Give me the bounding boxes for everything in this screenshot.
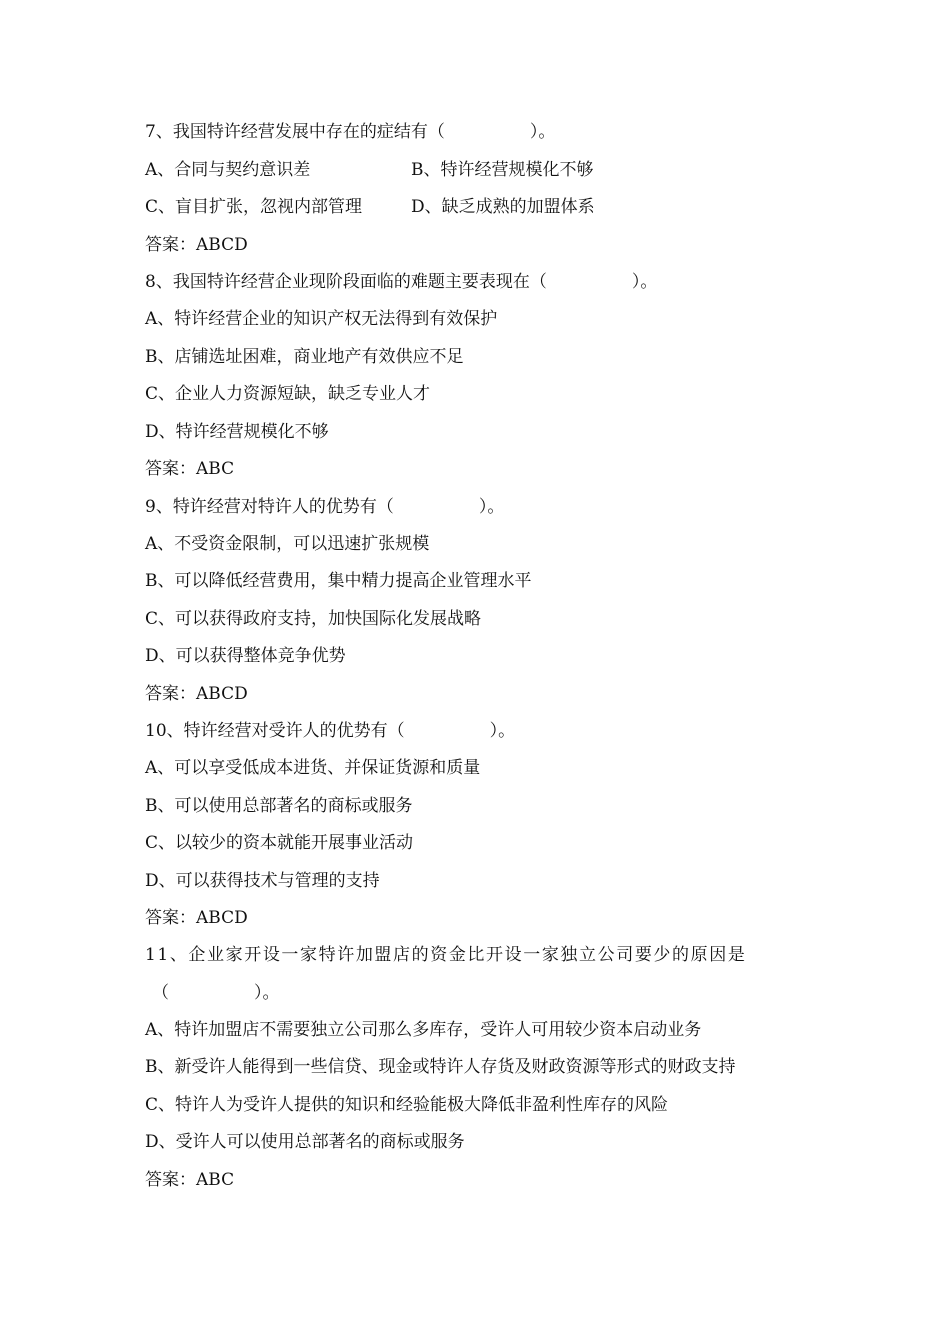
q8-option-d: D、特许经营规模化不够 [145,422,329,442]
q10-answer: 答案：ABCD [145,908,248,928]
q7-stem: 7、我国特许经营发展中存在的症结有（ ）。 [145,122,556,142]
q9-stem: 9、特许经营对特许人的优势有（ ）。 [145,497,505,517]
q10-option-d: D、可以获得技术与管理的支持 [145,871,380,891]
q7-option-d: D、缺乏成熟的加盟体系 [411,197,595,217]
q10-option-b: B、可以使用总部著名的商标或服务 [145,796,413,816]
q7-answer: 答案：ABCD [145,235,248,255]
q7-option-b: B、特许经营规模化不够 [411,160,594,180]
q10-option-a: A、可以享受低成本进货、并保证货源和质量 [145,758,481,778]
q8-answer: 答案：ABC [145,459,235,479]
q11-stem: 11、企业家开设一家特许加盟店的资金比开设一家独立公司要少的原因是 [145,945,747,965]
q11-option-d: D、受许人可以使用总部著名的商标或服务 [145,1132,465,1152]
q10-stem: 10、特许经营对受许人的优势有（ ）。 [145,721,516,741]
q7-option-a: A、合同与契约意识差 [145,160,311,180]
q9-option-b: B、可以降低经营费用，集中精力提高企业管理水平 [145,571,532,591]
q9-answer: 答案：ABCD [145,684,248,704]
q8-option-c: C、企业人力资源短缺，缺乏专业人才 [145,384,431,404]
q11-option-b: B、新受许人能得到一些信贷、现金或特许人存货及财政资源等形式的财政支持 [145,1057,736,1077]
q8-stem: 8、我国特许经营企业现阶段面临的难题主要表现在（ ）。 [145,272,658,292]
q11-option-c: C、特许人为受许人提供的知识和经验能极大降低非盈利性库存的风险 [145,1095,669,1115]
q11-option-a: A、特许加盟店不需要独立公司那么多库存，受许人可用较少资本启动业务 [145,1020,702,1040]
q11-answer: 答案：ABC [145,1170,235,1190]
q9-option-c: C、可以获得政府支持，加快国际化发展战略 [145,609,482,629]
q9-option-a: A、不受资金限制，可以迅速扩张规模 [145,534,430,554]
q7-option-c: C、盲目扩张，忽视内部管理 [145,197,363,217]
q8-option-b: B、店铺选址困难，商业地产有效供应不足 [145,347,464,367]
q11-stem-continuation: （ ）。 [152,983,280,1003]
q9-option-d: D、可以获得整体竞争优势 [145,646,346,666]
q10-option-c: C、以较少的资本就能开展事业活动 [145,833,414,853]
q8-option-a: A、特许经营企业的知识产权无法得到有效保护 [145,309,498,329]
